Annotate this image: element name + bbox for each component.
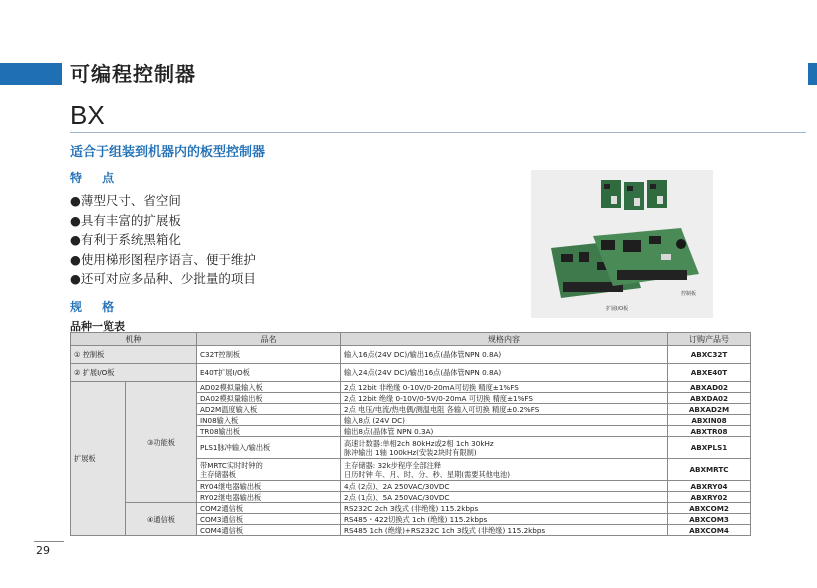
col-header-model: 机种 — [71, 333, 197, 346]
col-header-code: 订购产品号 — [668, 333, 751, 346]
table-row — [71, 364, 751, 382]
spec-cell: 输入24点(24V DC)/输出16点(晶体管NPN 0.8A) — [341, 364, 668, 382]
spec-cell: 4点 (2点)、2A 250VAC/30VDC — [341, 481, 668, 492]
spec-cell — [341, 437, 668, 459]
spec-cell: RS485・422切换式 1ch (绝缘) 115.2kbps — [341, 514, 668, 525]
photo-caption-io: 扩展I/O板 — [606, 306, 629, 312]
table-row — [71, 503, 751, 514]
spec-line: 主存储器: 32k步程序全部注释 — [344, 460, 442, 470]
feature-item: ●有利于系统黑箱化 — [70, 232, 181, 247]
spec-line: 高速计数器:单相2ch 80kHz或2相 1ch 30kHz — [344, 438, 494, 448]
spec-cell: 2点 12bit 非绝缘 0-10V/0-20mA可切换 精度±1%FS — [341, 382, 668, 393]
subgroup-cell: ③功能板 — [126, 382, 197, 503]
table-title: 品种一览表 — [70, 320, 125, 333]
spec-cell: 输出8点(晶体管 NPN 0.3A) — [341, 426, 668, 437]
spec-cell: 输入8点 (24V DC) — [341, 415, 668, 426]
category-cell: ② 扩展I/O板 — [71, 364, 197, 382]
features-list — [70, 191, 256, 289]
features-heading: 特 点 — [70, 171, 123, 185]
code-cell: ABXC32T — [668, 346, 751, 364]
name-cell: COM4通信板 — [197, 525, 341, 536]
code-cell: ABXIN08 — [668, 415, 751, 426]
spec-cell: RS232C 2ch 3线式 (非绝缘) 115.2kbps — [341, 503, 668, 514]
model-name: BX — [70, 100, 105, 130]
table-row — [71, 382, 751, 393]
feature-item: ●具有丰富的扩展板 — [70, 212, 181, 228]
code-cell: ABXPLS1 — [668, 437, 751, 459]
col-header-name: 品名 — [197, 333, 341, 346]
code-cell: ABXCOM3 — [668, 514, 751, 525]
code-cell: ABXAD02 — [668, 382, 751, 393]
name-cell: DA02模拟量输出板 — [197, 393, 341, 404]
table-header-row — [71, 333, 751, 346]
subgroup-cell: ④通信板 — [126, 503, 197, 536]
spec-cell: RS485 1ch (绝缘)+RS232C 1ch 3线式 (非绝缘) 115.2kbps — [341, 525, 668, 536]
code-cell: ABXDA02 — [668, 393, 751, 404]
feature-item: ●薄型尺寸、省空间 — [70, 193, 181, 208]
col-header-spec: 规格内容 — [341, 333, 668, 346]
feature-item: ●使用梯形图程序语言、便于维护 — [70, 251, 256, 267]
table-row — [71, 346, 751, 364]
spec-cell — [341, 459, 668, 481]
header-accent-bar-left — [0, 63, 62, 85]
code-cell: ABXRY04 — [668, 481, 751, 492]
page-number-rule — [34, 541, 64, 542]
circuit-boards-image — [531, 170, 713, 318]
category-cell: ① 控制板 — [71, 346, 197, 364]
name-cell: COM3通信板 — [197, 514, 341, 525]
name-line: 带MRTC实时时钟的 — [200, 460, 263, 470]
code-cell: ABXE40T — [668, 364, 751, 382]
spec-line: 日历时钟 年、月、时、分、秒、星期(需要其他电池) — [344, 469, 511, 479]
page-number: 29 — [36, 544, 50, 557]
spec-cell: 2点 12bit 绝缘 0-10V/0-5V/0-20mA 可切换 精度±1%FS — [341, 393, 668, 404]
page-title: 可编程控制器 — [70, 62, 196, 86]
spec-cell: 2点 电压/电流/热电偶/测温电阻 各输入可切换 精度±0.2%FS — [341, 404, 668, 415]
photo-caption-control: 控制板 — [681, 291, 697, 297]
group-cell: 扩展板 — [71, 382, 126, 536]
name-cell: E40T扩展I/O板 — [197, 364, 341, 382]
code-cell: ABXRY02 — [668, 492, 751, 503]
name-cell: RY04继电器输出板 — [197, 481, 341, 492]
spec-line: 脉冲输出 1轴 100kHz(安装2块时有限制) — [344, 447, 477, 457]
page-subtitle: 适合于组装到机器内的板型控制器 — [70, 145, 266, 160]
code-cell: ABXMRTC — [668, 459, 751, 481]
code-cell: ABXTR08 — [668, 426, 751, 437]
name-line: 主存储器板 — [200, 469, 236, 479]
model-divider — [70, 132, 806, 133]
code-cell: ABXAD2M — [668, 404, 751, 415]
name-cell: RY02继电器输出板 — [197, 492, 341, 503]
product-photo — [531, 170, 713, 318]
product-table — [70, 332, 751, 536]
code-cell: ABXCOM2 — [668, 503, 751, 514]
name-cell: C32T控制板 — [197, 346, 341, 364]
name-cell: IN08输入板 — [197, 415, 341, 426]
name-cell: TR08输出板 — [197, 426, 341, 437]
feature-item: ●还可对应多品种、少批量的项目 — [70, 271, 256, 286]
name-cell — [197, 459, 341, 481]
name-cell: AD2M温度输入板 — [197, 404, 341, 415]
name-cell: AD02模拟量输入板 — [197, 382, 341, 393]
code-cell: ABXCOM4 — [668, 525, 751, 536]
header-accent-bar-right — [808, 63, 817, 85]
spec-heading: 规 格 — [70, 300, 123, 314]
name-cell: COM2通信板 — [197, 503, 341, 514]
spec-cell: 2点 (1点)、5A 250VAC/30VDC — [341, 492, 668, 503]
name-cell: PLS1脉冲输入/输出板 — [197, 437, 341, 459]
spec-cell: 输入16点(24V DC)/输出16点(晶体管NPN 0.8A) — [341, 346, 668, 364]
